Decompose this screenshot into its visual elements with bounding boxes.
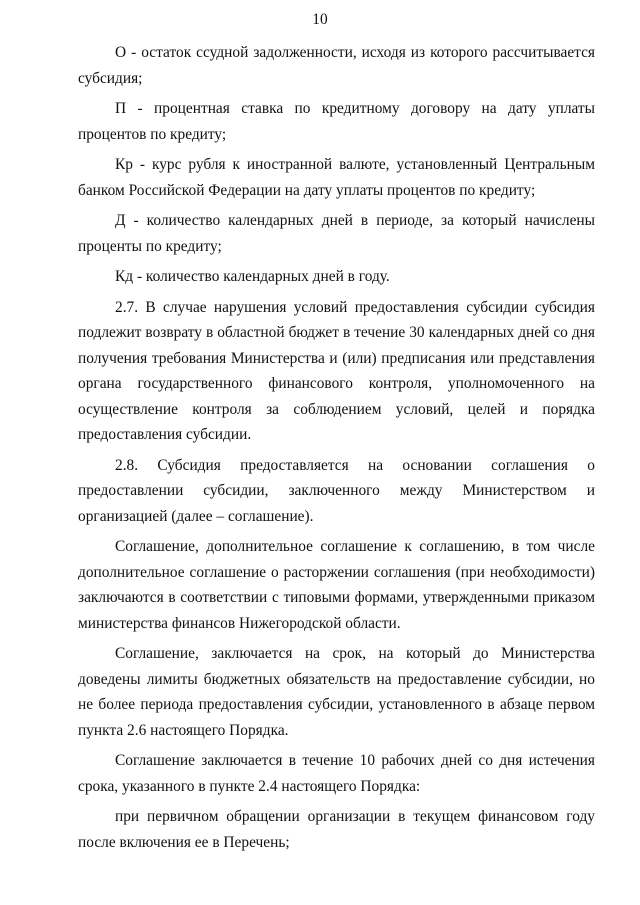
formula-variable-d: Д - количество календарных дней в периоде, за который начислены проценты по кредиту; [78, 212, 595, 255]
formula-variable-kd: Кд - количество календарных дней в году. [115, 268, 390, 285]
clause-2-7: 2.7. В случае нарушения условий предоставления субсидии субсидия подлежит возврату в областной бюджет в течение 30 календарных дней со дня получения требования Министерства и (или) предписания или представления органа государственного финансового контроля, уполномоченного на осуществление контроля за соблюдением условий, целей и порядка предоставления субсидии. [78, 298, 595, 443]
first-application-paragraph: при первичном обращении организации в текущем финансовом году после включения ее в Перечень; [78, 808, 595, 851]
formula-variable-p: П - процентная ставка по кредитному договору на дату уплаты процентов по кредиту; [78, 100, 595, 143]
agreement-term-paragraph: Соглашение, заключается на срок, на который до Министерства доведены лимиты бюджетных обязательств на предоставление субсидии, но не более периода предоставления субсидии, установленного в абзаце первом пункта 2.6 настоящего Порядка. [78, 645, 595, 739]
page-number: 10 [312, 11, 328, 28]
clause-2-8: 2.8. Субсидия предоставляется на основании соглашения о предоставлении субсидии, заключенного между Министерством и организацией (далее – соглашение). [78, 456, 595, 525]
agreement-forms-paragraph: Соглашение, дополнительное соглашение к соглашению, в том числе дополнительное соглашение о расторжении соглашения (при необходимости) заключаются в соответствии с типовыми формами, утвержденными приказом министерства финансов Нижегородской области. [78, 538, 595, 632]
document-body [78, 40, 595, 860]
formula-variable-kr: Кр - курс рубля к иностранной валюте, установленный Центральным банком Российской Федерации на дату уплаты процентов по кредиту; [78, 156, 595, 199]
agreement-deadline-paragraph: Соглашение заключается в течение 10 рабочих дней со дня истечения срока, указанного в пункте 2.4 настоящего Порядка: [78, 752, 595, 795]
formula-variable-o: О - остаток ссудной задолженности, исходя из которого рассчитывается субсидия; [78, 44, 595, 87]
